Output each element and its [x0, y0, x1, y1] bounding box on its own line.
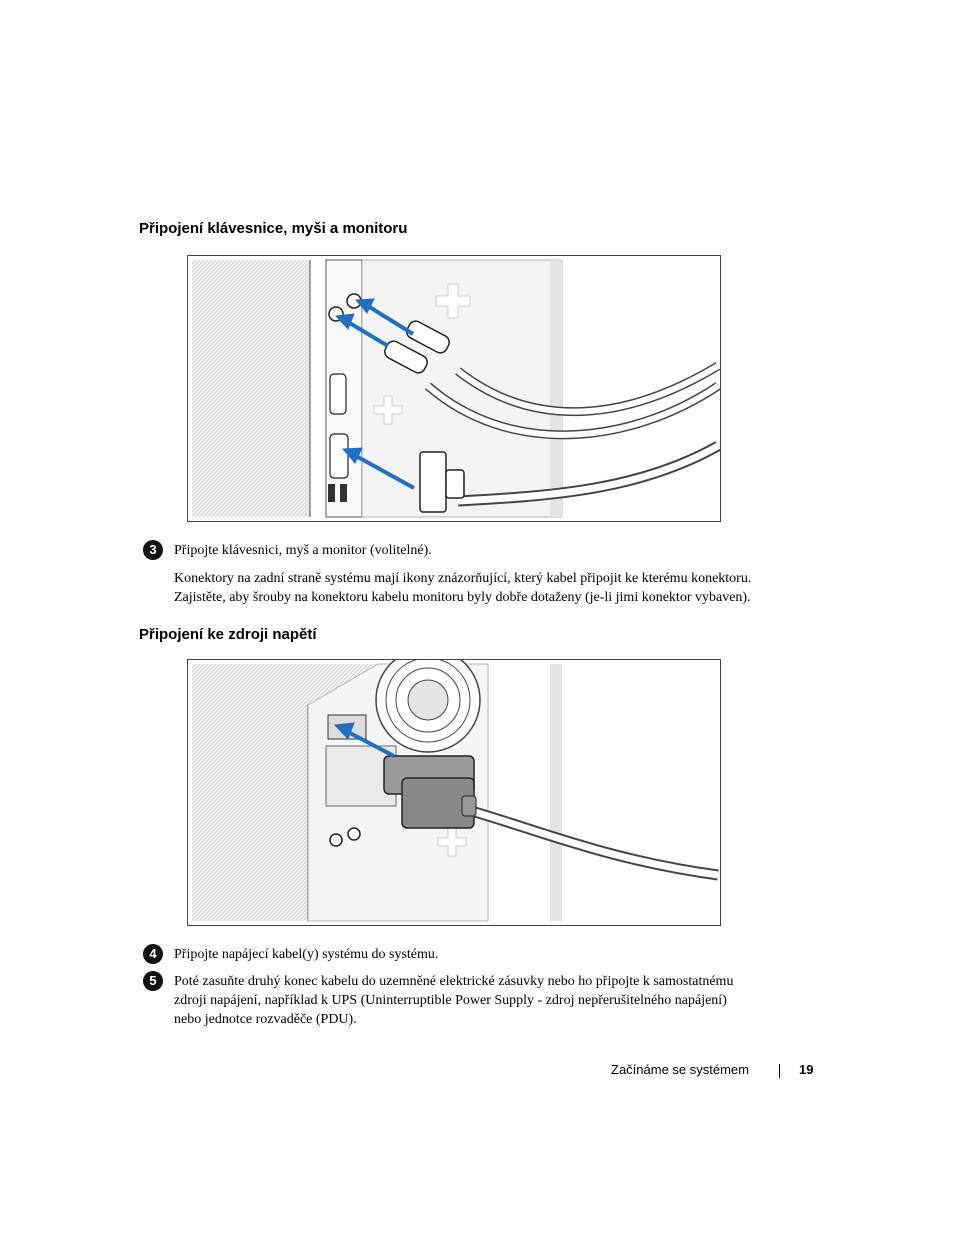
figure-power-connection [187, 659, 721, 926]
step-5-line: Poté zasuňte druhý konec kabelu do uzemněné elektrické zásuvky nebo ho připojte k samostatnému [174, 974, 734, 989]
section-heading-power: Připojení ke zdroji napětí [139, 626, 317, 643]
video-port [330, 434, 348, 478]
section-heading-keyboard-mouse-monitor: Připojení klávesnice, myši a monitoru [139, 220, 408, 237]
paragraph-line: Zajistěte, aby šrouby na konektoru kabelu monitoru byly dobře dotaženy (je-li jimi konektor vybaven). [174, 590, 751, 605]
footer-chapter-title: Začínáme se systémem [611, 1062, 749, 1077]
chassis-side-panel [192, 260, 310, 517]
page-number: 19 [799, 1062, 814, 1077]
step-5-line: zdroji napájení, například k UPS (Uninterruptible Power Supply - zdroj nepřerušitelného napájení) [174, 993, 727, 1008]
chassis-side-panel [192, 705, 308, 921]
step-5-line: nebo jednotce rozvaděče (PDU). [174, 1012, 357, 1027]
step-4-text: Připojte napájecí kabel(y) systému do systému. [174, 947, 439, 962]
illustration-power-cable [188, 660, 720, 925]
step-3-paragraph [174, 569, 814, 607]
paragraph-line: Konektory na zadní straně systému mají ikony znázorňující, který kabel připojit ke kterému konektoru. [174, 571, 752, 586]
step-number-badge: 4 [143, 944, 163, 964]
step-number-badge: 5 [143, 971, 163, 991]
figure-keyboard-mouse-monitor [187, 255, 721, 522]
footer-divider [779, 1064, 780, 1078]
step-number-badge: 3 [143, 540, 163, 560]
illustration-connectors [188, 256, 720, 521]
step-3-text: Připojte klávesnici, myš a monitor (volitelné). [174, 543, 432, 558]
step-5-text [174, 972, 804, 1029]
